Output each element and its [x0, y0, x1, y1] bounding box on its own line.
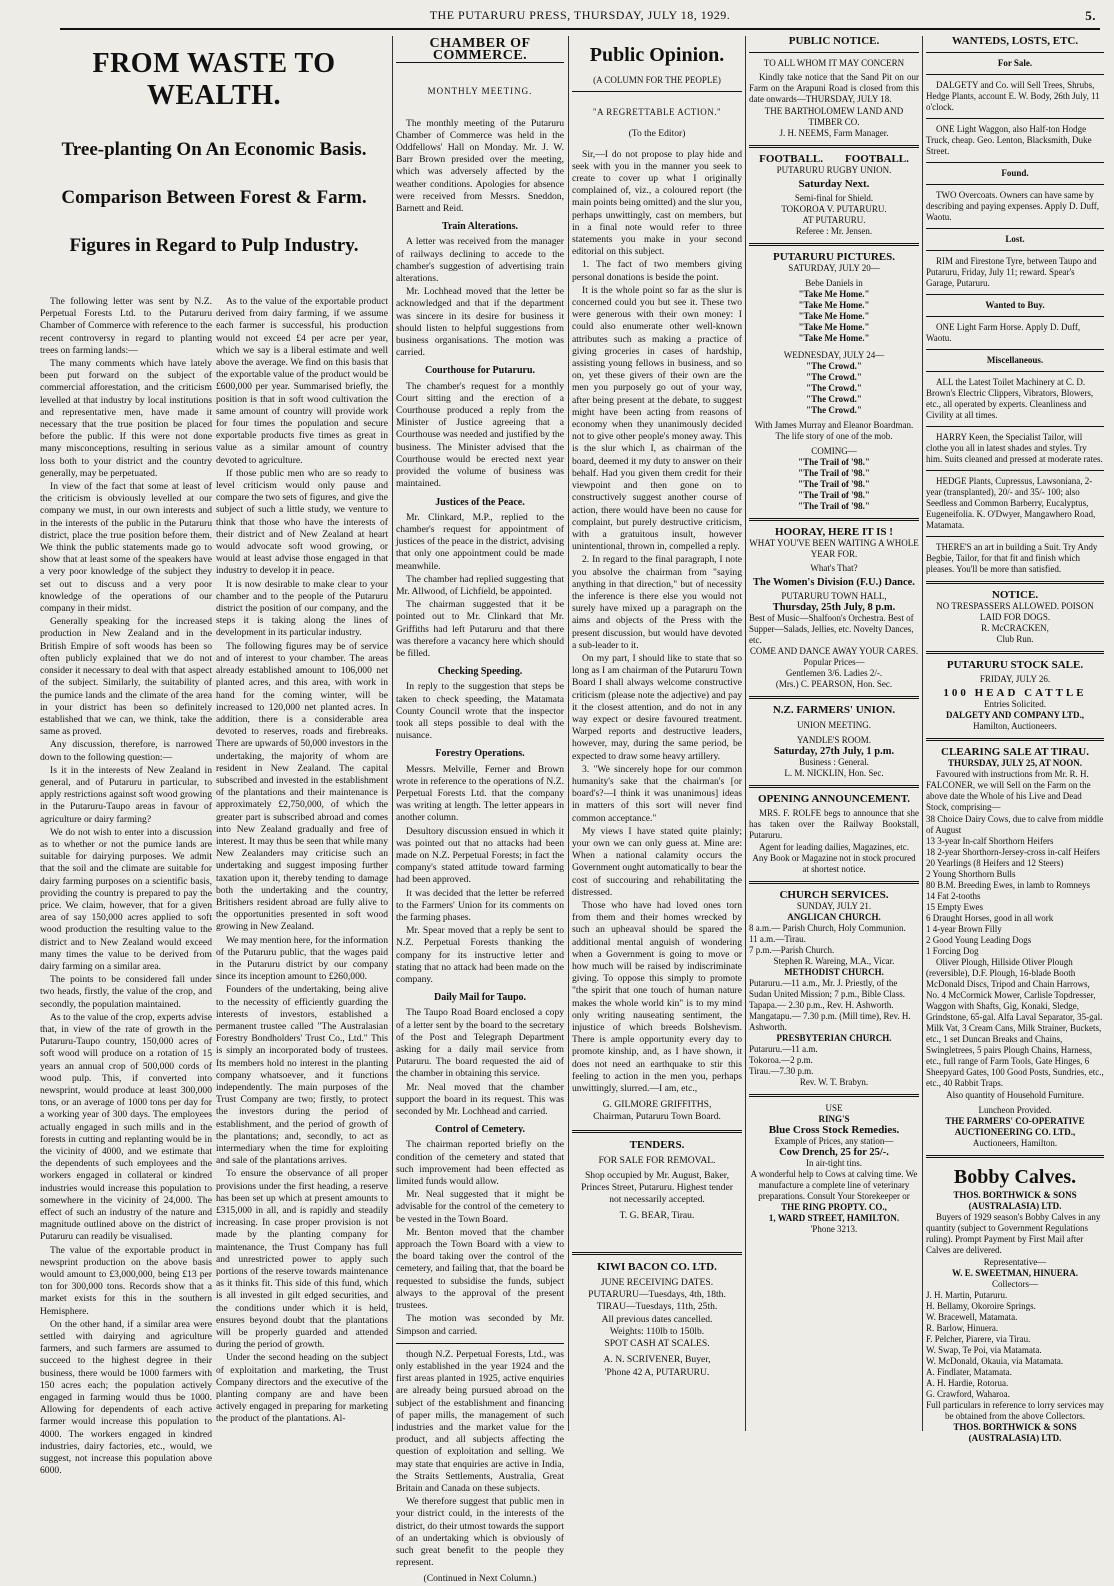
clearing-item: 18 2-year Shorthorn-Jersey-cross in-calf Heifers [926, 847, 1100, 857]
collector-item: H. Bellamy, Okoroire Springs. [926, 1301, 1036, 1311]
film-line: "The Crowd." [806, 383, 862, 393]
clearing-item: 20 Yearlings (8 Heifers and 12 Steers) [926, 858, 1064, 868]
to-editor: (To the Editor) [628, 128, 686, 140]
stocksale-ad [926, 660, 1104, 732]
classified-item: ALL the Latest Toilet Machinery at C. D. Brown's Electric Clippers, Vibrators, Blowers, etc., all operated by experts. Cleanliness and Civility at all times. [926, 377, 1094, 420]
collector-item: W. Swap, Te Poi, via Matamata. [926, 1345, 1042, 1355]
article-subhead-1: Tree-planting On An Economic Basis. [61, 139, 367, 160]
tenders-sub: FOR SALE FOR REMOVAL. [598, 1154, 716, 1166]
chamber-paragraph: The chamber's request for a monthly Court sitting and the erection of a Courthouse produced a reply from the Minister of Justice agreeing that a Courthouse was needed and justified by the business. The Minister advised that the Courthouse would be erected next year provided the volume of business was maintained. [396, 380, 564, 490]
church-line: Putaruru.—11 a.m. [749, 1044, 818, 1054]
clearing-implements: Oliver Plough, Hillside Oliver Plough (reversible), D.F. Plough, 16-blade Booth McDonald Discs, Tripod and Chain Harrows, No. 4 McCormick Mower, Carlisle Topdresser, Waggon with Shafts, Gig, Konaki, Sledge, Grindstone, 65-gal. Alfa Laval Separator, 35-gal. Milk Vat, 3 Cream Cans, Milk Strainer, Buckets, etc., 1 set Duncan Breaks and Chains, Swingletrees, 5 pairs Plough Chains, Harness, etc., full range of Farm Tools, Gate Hinges, 6 Sheepyard Gates, 100 Good Posts, Sundries, etc., etc., 40 Rabbit Traps. [926, 957, 1104, 1088]
collector-item: G. Crawford, Waharoa. [926, 1389, 1010, 1399]
opening-order: Any Book or Magazine not in stock procured at shortest notice. [752, 853, 916, 874]
article-paragraph: Any discussion, therefore, is narrowed down to the following question:— [40, 739, 212, 763]
divider [396, 1343, 564, 1344]
kiwi-sub: JUNE RECEIVING DATES. [600, 1277, 714, 1289]
chamber-paragraph: The motion was seconded by Mr. Simpson and carried. [396, 1313, 564, 1337]
church-line: Stephen R. Wareing, M.A., Vicar. [773, 956, 895, 966]
ring-tins: In air-tight tins. [805, 1158, 863, 1168]
masthead [60, 8, 1100, 30]
divider [572, 1130, 742, 1133]
divider [926, 316, 1104, 317]
masthead-title: THE PUTARURU PRESS, THURSDAY, JULY 18, 1929. [429, 8, 731, 22]
collector-item: A. Findlater, Matamata. [926, 1367, 1012, 1377]
hooray-line: Gentlemen 3/6. Ladies 2/-. [785, 668, 883, 678]
ring-ad [749, 1103, 919, 1235]
chamber-paragraph: The chamber had replied suggesting that Mr. Allwood, of Lichfield, be appointed. [396, 573, 564, 597]
hooray-line: COME AND DANCE AWAY YOUR CARES. [749, 646, 919, 656]
wanted-forsale: For Sale. [997, 58, 1033, 68]
letter-paragraph: My views I have stated quite plainly; your own we can only guess at. Mine are: When a national calamity occurs the Government ought automatically to bear the cost of succouring and rehabilitating the distressed. [572, 825, 742, 898]
bobby-body: Buyers of 1929 season's Bobby Calves in any quantity (subject to Government Regulations ruling). Prompt Payment by First Mail after Calves are delivered. [926, 1212, 1101, 1255]
article-paragraph: The points to be considered fall under two heads, firstly, the value of the crop, and secondly, the population maintained. [40, 974, 212, 1010]
opening-ad [749, 794, 919, 875]
tenders-ad [572, 1139, 742, 1222]
hooray-line: (Mrs.) C. PEARSON, Hon. Sec. [775, 679, 893, 689]
divider [572, 91, 742, 92]
public-notice-company: THE BARTHOLOMEW LAND AND TIMBER CO. [764, 106, 904, 127]
chamber-intro: The monthly meeting of the Putaruru Chamber of Commerce was held in the Oddfellows' Hall on Monday. Mr. J. W. Barr Brown presided over the meeting, which was adversely affected by the weather conditions. Apologies for absence were received from Messrs. Sneddon, Barnett and Reid. [396, 117, 564, 215]
clearing-date: THURSDAY, JULY 25, AT NOON. [947, 758, 1083, 768]
bobby-title: Bobby Calves. [953, 1166, 1077, 1188]
farmers-date: Saturday, 27th July, 1 p.m. [773, 746, 895, 757]
bobby-rep-name: W. E. SWEETMAN, HINUERA. [952, 1268, 1078, 1278]
collector-item: A. H. Hardie, Rotorua. [926, 1378, 1009, 1388]
clearing-intro: Favoured with instructions from Mr. R. H. FALCONER, we will Sell on the Farm on the above date the Whole of his Live and Dead Stock, comprising— [926, 769, 1091, 812]
clearing-firm: THE FARMERS' CO-OPERATIVE AUCTIONEERING CO. LTD., [945, 1116, 1085, 1137]
wanted-buy: Wanted to Buy. [985, 300, 1045, 310]
kiwi-line: All previous dates cancelled. [601, 1313, 713, 1325]
chamber-subtitle: MONTHLY MEETING. [427, 86, 533, 97]
clearing-item: 15 Empty Ewes [926, 902, 983, 912]
classified-item: TWO Overcoats. Owners can have same by describing and paying expenses. Apply D. Duff, Waotu. [926, 190, 1100, 222]
classifieds-column [926, 35, 1104, 1443]
divider [926, 1155, 1104, 1158]
article-paragraph: It is now desirable to make clear to your chamber and to the people of the Putaruru district the position of our company, and the steps it is taking along the lines of development in its particular industry. [216, 578, 388, 639]
letter-paragraph: It is the whole point so far as the slur is concerned could you but see it. These two were generous with their own money: I could also enumerate other well-known attributes such as making a practice of giving groceries in cases of hardship, assisting young fellows in business, and so on, yet these givers of their own are the men you purposely go out of your way, after being present at the debate, to suggest might have been acting from reasons of economy when they unanimously decided not to give other people's money away. This is the slur which I, as chairman of the board, deemed it my duty to answer on their behalf. Had you given them credit for their viewpoint and then gone on to constructively suggest another course of action, there would have been no cause for complaint, but purely destructive criticism, with a gratuitous insult, however unintentional, thrown in, compelled a reply. [572, 284, 742, 553]
collector-item: R. Barlow, Hinuera. [926, 1323, 999, 1333]
chamber-paragraph: A letter was received from the manager of railways declining to accede to the chamber's suggestion of advertising train alterations. [396, 236, 564, 285]
wanted-lost: Lost. [1005, 234, 1025, 244]
football-at: AT PUTARURU. [802, 215, 866, 225]
trespass-sign: R. McCRACKEN, [981, 623, 1049, 633]
kiwi-title: KIWI BACON CO. LTD. [597, 1260, 717, 1273]
clearing-item: 2 Good Young Leading Dogs [926, 935, 1032, 945]
divider [926, 371, 1104, 372]
classified-item: HARRY Keen, the Specialist Tailor, will clothe you all in latest shades and styles. Try him. Suits cleaned and pressed at moderate rates. [926, 432, 1103, 464]
article-headline-block [40, 36, 388, 296]
divider [926, 52, 1104, 53]
church-line: Tapapa.— 2.30 p.m., Rev. H. Ashworth. [749, 1000, 894, 1010]
trespass-line: NO TRESPASSERS ALLOWED. POISON LAID FOR DOGS. [936, 601, 1094, 622]
letter-paragraph: Sir,—I do not propose to play hide and seek with you in the manner you seek to create to cover up what I originally complained of, viz., a coloured report (the main points being omitted) and the slur you, perhaps unwittingly, cast on members, but in a final note would refer to three statements you make in your second editorial on this subject. [572, 148, 742, 258]
divider [749, 52, 919, 53]
divider [926, 470, 1104, 471]
ring-co: THE RING PROPTY. CO., [781, 1202, 887, 1212]
opinion-column [572, 36, 742, 1431]
chamber-sections [396, 221, 564, 1337]
column-rule [568, 36, 569, 1431]
stocksale-firm: DALGETY AND COMPANY LTD., [945, 710, 1085, 720]
clearing-item: 6 Draught Horses, good in all work [926, 913, 1054, 923]
trespass-club: Club Run. [996, 634, 1034, 644]
film-line: "The Crowd." [806, 405, 862, 415]
bobby-ad [926, 1164, 1104, 1444]
chamber-section-heading: Courthouse for Putaruru. [424, 365, 536, 377]
hooray-title: HOORAY, HERE IT IS ! [775, 526, 893, 538]
church-line: 7 p.m.—Parish Church. [749, 945, 835, 955]
trespass-title: NOTICE. [991, 589, 1039, 601]
clearing-item: 13 3-year In-calf Shorthorn Heifers [926, 836, 1054, 846]
letter-paragraph: 3. "We sincerely hope for our common humanity's sake that the chairman's [or board's?—I think it was unanimous] ideas in matters of this sort will never find common acceptance." [572, 763, 742, 824]
letter-paragraph: Those who have had loved ones torn from them and their homes wrecked by such an upheaval should be spared the additional mental anguish of wondering when a Government is going to move or how much will be raised by indiscriminate giving. To oppose this simply to promote "the spirit that one touch of human nature makes the whole world kin" is to my mind only writing nauseating sentiment, the injustice of which breeds Bolshevism. There is ample opportunity every day to promote kinship, and, as I have shown, it does not need an earthquake to stir this feeling to action in the men you, perhaps unwittingly, slurred.—I am, etc., [572, 900, 742, 1095]
collector-item: W. McDonald, Okauia, via Matamata. [926, 1356, 1064, 1366]
hooray-line: What's That? [810, 563, 858, 573]
farmers-sub: UNION MEETING. [797, 720, 871, 730]
chamber-column [396, 36, 564, 1585]
article-paragraph: Founders of the undertaking, being alive to the necessity of efficiently guarding the interests of investors, established a permanent trustee called "The Australasian Forestry Bondholders' Trust Co., Ltd." This is simply an incorporated body of trustees. Its members hold no interest in the planting company whatsoever, and it functions independently. The main purposes of the Trust Company are two; firstly, to protect the investors during the period of establishment, and the period of growth of the plantations; and, secondly, to act as intermediary when the time for exploiting and sale of the plantations arrives. [216, 984, 388, 1167]
film-line: "The Trail of '98." [798, 501, 870, 511]
chamber-section-heading: Forestry Operations. [435, 748, 525, 760]
chamber-paragraph: Mr. Benton moved that the chamber approach the Town Board with a view to the board taking over the control of the cemetery, and failing that, that the board be requested to subsidise the funds, subject always to the approval of the present trustees. [396, 1226, 564, 1312]
article-column-2 [216, 296, 388, 1431]
article-paragraph: Generally speaking for the increased production in New Zealand and in the British Empire of soft woods has been so often publicly explained that we do not consider it necessary to deal with that aspect of the subject. Similarly, the suitability of the pumice lands and the climate of the area in your district has been so definitely established that we can, we think, take the same as proved. [40, 616, 212, 738]
classified-item: ONE Light Waggon, also Half-ton Hodge Truck, cheap. Geo. Lenton, Blacksmith, Duke Street. [926, 124, 1092, 156]
football-ad [749, 154, 919, 237]
hooray-line: Thursday, 25th July, 8 p.m. [772, 602, 896, 613]
church-line: 11 a.m.—Tirau. [749, 934, 806, 944]
hooray-line: PUTARURU TOWN HALL, [781, 591, 887, 601]
article-paragraph: The value of the exportable product in newsprint production on the above basis would amount to £3,000,000, being £13 per ton for 300,000 tons. Records show that a market exists for this in the southern Hemisphere. [40, 1244, 212, 1317]
football-title: FOOTBALL. FOOTBALL. [759, 153, 909, 165]
collector-item: J. H. Martin, Putaruru. [926, 1290, 1008, 1300]
chamber-section-heading: Checking Speeding. [437, 666, 523, 678]
article-subhead-2: Comparison Between Forest & Farm. [61, 187, 367, 208]
divider [926, 74, 1104, 75]
divider [926, 738, 1104, 741]
pictures-ad [749, 252, 919, 512]
classified-item: RIM and Firestone Tyre, between Taupo and Putaruru, Friday, July 11; reward. Spear's Garage, Putaruru. [926, 256, 1097, 288]
bobby-collectors: Collectors— [992, 1279, 1038, 1289]
article-continuation [396, 1349, 564, 1570]
letter-paragraph: On my part, I should like to state that so long as I am chairman of the Putaruru Town Board I shall always welcome constructive criticism (please note the adjective) and pay it the closest attention, and do not in any way expect or desire favoured treatment. Warped reports and destructive leaders, however, may, during the same period, be expected to draw some heavy artillery. [572, 652, 742, 762]
article-column-1 [40, 296, 212, 1477]
divider [926, 294, 1104, 295]
church-methodist: METHODIST CHURCH. [784, 967, 884, 977]
film-line: "The Trail of '98." [798, 479, 870, 489]
ring-addr: 1, WARD STREET, HAMILTON. [768, 1213, 900, 1223]
tenders-title: TENDERS. [629, 1138, 685, 1151]
article-paragraph: We therefore suggest that public men in your district could, in the interests of the district, do their utmost towards the support of an undertaking which is obviously of such great benefit to the people they represent. [396, 1496, 564, 1569]
bobby-rep: Representative— [983, 1257, 1047, 1267]
classified-item: THERE'S an art in building a Suit. Try Andy Begbie, Tailor, for that fit and finish which pleases. You'll be more than satisfied. [926, 542, 1098, 574]
bobby-collector-list [926, 1290, 1104, 1400]
divider [926, 426, 1104, 427]
opening-agent: Agent for leading dailies, Magazines, etc. [759, 842, 909, 852]
bobby-firm-2: THOS. BORTHWICK & SONS (AUSTRALASIA) LTD. [953, 1422, 1077, 1443]
collector-item: W. Bracewell, Matamata. [926, 1312, 1018, 1322]
article-paragraph: Under the second heading on the subject of exploitation and marketing, the Trust Company directors and the executive of the planting company are and have been actively engaged in preparing for marketing the product of the plantations. Al- [216, 1352, 388, 1425]
divider [926, 118, 1104, 119]
continued-note: (Continued in Next Column.) [423, 1573, 537, 1585]
opening-title: OPENING ANNOUNCEMENT. [758, 793, 910, 805]
farmers-room: YANDLE'S ROOM. [796, 735, 872, 745]
chamber-paragraph: Mr. Neal suggested that it might be advisable for the control of the cemetery to be vested in the Town Board. [396, 1189, 564, 1225]
pictures-saturday: SATURDAY, JULY 20— [788, 263, 880, 273]
film-line: "Take Me Home." [798, 311, 870, 321]
stocksale-entries: Entries Solicited. [984, 699, 1046, 709]
article-paragraph: though N.Z. Perpetual Forests, Ltd., was only established in the year 1924 and the first areas planted in 1925, active enquiries are already being pursued abroad on the subject of the establishment and financing of paper mills, the management of such industries and the market value for the product, and all subjects affecting the question of exploitation and selling. We may state that enquiries are active in India, the Straits Settlements, Australia, Great Britain and Canada on these subjects. [396, 1348, 564, 1494]
ring-use: USE [825, 1103, 843, 1113]
divider [926, 228, 1104, 229]
stocksale-head: 100 HEAD CATTLE [943, 687, 1087, 699]
farmers-title: N.Z. FARMERS' UNION. [772, 704, 896, 716]
clearing-item: 1 4-year Brown Filly [926, 924, 1002, 934]
trespass-ad [926, 590, 1104, 645]
page-number: 5. [1085, 8, 1096, 23]
clearing-items [926, 814, 1104, 957]
film-line: "Take Me Home." [798, 289, 870, 299]
football-ref: Referee : Mr. Jensen. [795, 226, 873, 236]
chamber-paragraph: In reply to the suggestion that steps be taken to check speeding, the Matamata County Council wrote that the inspector took all steps possible to deal with the nuisance. [396, 681, 564, 742]
clearing-item: 80 B.M. Breeding Ewes, in lamb to Romneys [926, 880, 1090, 890]
divider [749, 696, 919, 699]
letter-signature: G. GILMORE GRIFFITHS, [602, 1099, 712, 1111]
stocksale-place: Hamilton, Auctioneers. [973, 721, 1057, 731]
collector-item: F. Pelcher, Piarere, via Tirau. [926, 1334, 1031, 1344]
stocksale-date: FRIDAY, JULY 26. [979, 674, 1051, 684]
kiwi-sign: A. N. SCRIVENER, Buyer, [603, 1354, 711, 1366]
church-line: Mangatapu.— 7.30 p.m. (Mill time), Rev. H. Ashworth. [749, 1011, 911, 1032]
ring-ex: Example of Prices, any station— [774, 1136, 894, 1146]
church-line: Putaruru.—11 a.m., Mr. J. Priestly, of the Sudan United Mission; 7 p.m., Bible Class. [749, 978, 906, 999]
clearing-item: 14 Fat 2-tooths [926, 891, 981, 901]
hooray-line: Best of Music—Shalfoon's Orchestra. Best of Supper—Salads, Jellies, etc. Novelty Dances, etc. [749, 613, 914, 645]
clearing-title: CLEARING SALE AT TIRAU. [941, 746, 1089, 758]
kiwi-line: PUTARURU—Tuesdays, 4th, 18th. [588, 1289, 726, 1301]
kiwi-line: Weights: 110lb to 150lb. [609, 1325, 705, 1337]
article-paragraph: The following letter was sent by N.Z. Perpetual Forests Ltd. to the Putaruru Chamber of Commerce with reference to the recent controversy in regard to planting trees on farming lands:— [40, 296, 212, 356]
clearing-item: 38 Choice Dairy Cows, due to calve from middle of August [926, 814, 1104, 835]
stocksale-title: PUTARURU STOCK SALE. [946, 659, 1084, 671]
farmers-business: Business : General. [799, 757, 869, 767]
article-paragraph: As to the value of the crop, experts advise that, in view of the rate of growth in the Putaruru-Taupo country, 150,000 acres of soft wood will produce on a rotation of 15 years an annual crop of 500,000 cords of wood pulp. This, if converted into newsprint, would produce at least 300,000 tons, or an average of 1000 tons per day for a working year of 300 days. The employees actually engaged in such mills and in the forests in cutting and replanting would be in the vicinity of 4000, and we estimate that the dependents of such employees and the workers engaged in collateral or kindred industries would increase this population to somewhere in the vicinity of 24,000. The effect of such an industry of the nature and magnitude outlined above on the district of Putaruru can readily be visualised. [40, 1011, 212, 1243]
classified-item: DALGETY and Co. will Sell Trees, Shrubs, Hedge Plants, account E. W. Body, 26th July, 11 o'clock. [926, 80, 1100, 112]
hooray-ad [749, 527, 919, 690]
chamber-section-heading: Justices of the Peace. [435, 496, 525, 508]
chamber-paragraph: It was decided that the letter be referred to the Farmers' Union for its comments on the farming phases. [396, 887, 564, 923]
hooray-line: The Women's Division (F.U.) Dance. [753, 577, 915, 588]
film-line: "The Crowd." [806, 394, 862, 404]
pictures-story: The life story of one of the mob. [775, 431, 893, 441]
hooray-line: Popular Prices— [803, 657, 865, 667]
public-notice-manager: J. H. NEEMS, Farm Manager. [779, 128, 889, 138]
article-paragraph: We may mention here, for the information of the Putaruru public, that the wages paid in the Putaruru district by our company since its inception amount to £260,000. [216, 934, 389, 983]
letter-paragraph: 1. The fact of two members giving personal donations is beside the point. [572, 259, 742, 283]
film-line: "Take Me Home." [798, 333, 870, 343]
divider [926, 651, 1104, 654]
pictures-star: Bebe Daniels in [805, 278, 863, 288]
kiwi-phone: 'Phone 42 A, PUTARURU. [604, 1366, 710, 1378]
letter-title: "A REGRETTABLE ACTION." [592, 107, 722, 118]
film-line: "The Crowd." [806, 372, 862, 382]
church-title: CHURCH SERVICES. [779, 889, 889, 901]
church-ad [749, 890, 919, 1088]
ring-phone: 'Phone 3213. [810, 1224, 858, 1234]
film-line: "The Trail of '98." [798, 457, 870, 467]
farmers-sec: L. M. NICKLIN, Hon. Sec. [784, 768, 884, 778]
divider [749, 518, 919, 521]
wanted-ad [926, 36, 1104, 575]
article-paragraph: The many comments which have lately been put forward on the subject of commercial afforestation, and the criticism levelled at that industry by local institutions and representative men, have made it necessary that the true position be placed before the public. If this were not done many misconceptions, resulting in serious loss both to your district and the country generally, may be perpetuated. [40, 358, 212, 479]
divider [926, 184, 1104, 185]
pictures-cast: With James Murray and Eleanor Boardman. [754, 420, 914, 430]
kiwi-line: SPOT CASH AT SCALES. [604, 1338, 710, 1350]
article-paragraph: Is it in the interests of New Zealand in general, and of Putaruru in particular, to apply restrictions against soft wood growing in the Putaruru-Taupo areas in favour of agriculture or dairy farming? [40, 764, 212, 825]
church-anglican: ANGLICAN CHURCH. [787, 912, 881, 922]
article-paragraph: We do not wish to enter into a discussion as to whether or not the pumice lands are suitable for dairying purposes. We admit that the soil and the climate are suitable for dairy farming purposes on a scientific basis, providing the country is prepared to pay the price. We claim, however, that for a given area of say 150,000 acres applied to soft wood production the resulting value to the district and to New Zealand would exceed many times the value to be derived from dairy farming on a similar area. [40, 826, 212, 972]
article-paragraph: The following figures may be of service and of interest to your chamber. The areas already established amount to 106,000 net planted acres, and this area, with work in hand for the coming winter, will be increased to 120,000 net planted acres. In addition, there is a considerable area devoted to reserves, roads and firebreaks. There are upwards of 50,000 investors in the undertaking, the majority of whom are resident in New Zealand. The capital subscribed and invested in the establishment of the plantations and their maintenance is approximately £2,750,000, of which the greater part is subscribed abroad and comes into New Zealand gradually and free of interest. It may thus be seen that while many New Zealanders may criticise such an undertaking and suggest imposing further taxation upon it, thereby tending to damage both the undertaking and the country, Britishers resident abroad are fully alive to the opportunities presented in soft wood growing in New Zealand. [216, 640, 388, 933]
article-subhead-3: Figures in Regard to Pulp Industry. [69, 235, 359, 256]
divider [749, 145, 919, 148]
opinion-title: Public Opinion. [589, 44, 725, 66]
bobby-firm: THOS. BORTHWICK & SONS (AUSTRALASIA) LTD. [953, 1190, 1077, 1211]
chamber-paragraph: Mr. Clinkard, M.P., replied to the chamber's request for appointment of justices of the peace in the district, advising that only one appointment could be made meanwhile. [396, 511, 564, 572]
tenders-body: Shop occupied by Mr. August, Baker, Princes Street, Putaruru. Highest tender not necessarily accepted. [581, 1170, 733, 1206]
classified-item: ONE Light Farm Horse. Apply D. Duff, Waotu. [926, 322, 1081, 343]
wanted-misc: Miscellaneous. [986, 355, 1044, 365]
divider [926, 250, 1104, 251]
kiwi-ad [572, 1261, 742, 1379]
divider [749, 785, 919, 788]
letter-paragraph: 2. In regard to the final paragraph, I note you absolve the chairman from "saying anything in that direction," but of necessity the inference is there else you would not surely have mixed up a paragraph on the aims and objects of the Press with the present discussion, but would have devoted a sub-leader to it. [572, 554, 742, 651]
chamber-paragraph: Mr. Neal moved that the chamber support the board in its request. This was seconded by Mr. Lochhead and carried. [396, 1081, 564, 1118]
public-notice-body: Kindly take notice that the Sand Pit on our Farm on the Arapuni Road is closed from this date onwards—THURSDAY, JULY 18. [749, 72, 919, 104]
tenders-sign: T. G. BEAR, Tirau. [619, 1209, 695, 1221]
farmers-ad [749, 705, 919, 779]
pictures-title: PUTARURU PICTURES. [772, 251, 896, 263]
opening-body: MRS. F. ROLFE begs to announce that she has taken over the Railway Bookstall, Putaruru. [749, 808, 919, 840]
church-line: Tirau.—7.30 p.m. [749, 1066, 814, 1076]
church-line: Tokoroa.—2 p.m. [749, 1055, 813, 1065]
article-paragraph: On the other hand, if a similar area were settled with dairying and agriculture farmers, and such farmers are assumed to succeed to the highest degree in their business, there would be 1000 farmers with 150 acres each; the population actively engaged in farming would thus be 1000. Allowing for dependents of each active farmer would increase this population to 4000. The workers engaged in kindred industries, dairy factories, etc., would, we suggest, not increase this population above 6000. [40, 1318, 212, 1477]
divider [926, 349, 1104, 350]
divider [926, 162, 1104, 163]
clearing-lunch: Luncheon Provided. [978, 1105, 1052, 1115]
article-paragraph: To ensure the observance of all proper provisions under the first heading, a reserve has been set up which at present amounts to £315,000 in all, and is rapidly and steadily increasing. In case proper provision is not made by the planting company for maintenance, the Trust Company has full and unrestricted power to apply such portions of the reserve towards maintenance as it thinks fit. This side of this fund, which is all invested in gilt edged securities, and the conditions under which it is held, ensures beyond doubt that the plantations will be properly guarded and attended during the period of growth. [216, 1168, 388, 1351]
chamber-section-heading: Control of Cemetery. [434, 1124, 526, 1136]
chamber-title: CHAMBER OF COMMERCE. [396, 38, 564, 63]
ring-name: RING'S [818, 1114, 850, 1124]
church-line: Rev. W. T. Brabyn. [799, 1077, 869, 1087]
football-semi: Semi-final for Shield. [794, 193, 874, 203]
wanted-found: Found. [1001, 168, 1029, 178]
divider [572, 1252, 742, 1255]
film-line: "The Trail of '98." [798, 468, 870, 478]
chamber-paragraph: Messrs. Melville, Ferner and Brown wrote in reference to the operations of N.Z. Perpetual Forests Ltd. that the company was writing at length. The letter appears in another column. [396, 763, 564, 824]
classified-item: HEDGE Plants, Cupressus, Lawsoniana, 2-year (transplanted), 20/- and 35/- 100; also Seedless and Common Barberry, Eucalyptus, Eugeneifolia. K. O'Dwyer, Mangawhero Road, Matamata. [926, 476, 1096, 530]
article-paragraph: In view of the fact that some at least of the criticism is obviously levelled at our company we must, in our own interests and in the interests of the public in the Putaruru district, place the true position before them. We think the public statements made go to show that at least some of the speakers have a very poor knowledge of the subject they set out to discuss and a very poor knowledge of the operations of our company in their midst. [40, 481, 212, 615]
pictures-coming: COMING— [811, 446, 857, 456]
clearing-place: Auctioneers, Hamilton. [972, 1138, 1058, 1148]
kiwi-line: TIRAU—Tuesdays, 11th, 25th. [596, 1301, 718, 1313]
chamber-section-heading: Daily Mail for Taupo. [433, 992, 527, 1004]
football-union: PUTARURU RUGBY UNION. [776, 165, 892, 175]
chamber-section-heading: Train Alterations. [442, 221, 518, 233]
wanted-title: WANTEDS, LOSTS, ETC. [951, 35, 1079, 47]
public-notice-ad [749, 36, 919, 139]
divider [926, 581, 1104, 584]
column-rule [922, 36, 923, 1431]
public-notice-title: PUBLIC NOTICE. [788, 35, 880, 47]
chamber-paragraph: The chairman reported briefly on the condition of the cemetery and stated that such improvement had been effected as limited funds would allow. [396, 1139, 564, 1188]
article-paragraph: If those public men who are so ready to level criticism would only pause and compare the two sets of figures, and give the subject of such a little study, we venture to think that those who have the interests of their district and of New Zealand at heart would advocate soft wood growing, or would at least advise those engaged in that industry to develop it in peace. [216, 467, 388, 577]
chamber-paragraph: The chairman suggested that it be pointed out to Mr. Clinkard that Mr. Griffiths had left Putaruru and that there was therefore a vacancy here which should be filled. [396, 599, 564, 659]
football-match: TOKOROA V. PUTARURU. [781, 204, 887, 214]
church-line: 8 a.m.— Parish Church, Holy Communion. [749, 923, 906, 933]
divider [749, 1094, 919, 1097]
church-presbyterian: PRESBYTERIAN CHURCH. [776, 1033, 892, 1043]
letter-body [572, 149, 742, 1096]
article-headline: FROM WASTE TO WEALTH. [92, 48, 336, 111]
pictures-wednesday: WEDNESDAY, JULY 24— [783, 350, 885, 360]
film-line: "Take Me Home." [798, 322, 870, 332]
clearing-ad [926, 747, 1104, 1149]
chamber-paragraph: The Taupo Road Board enclosed a copy of a letter sent by the board to the secretary of the Post and Telegraph Department asking for a daily mail service from Putaruru. The board requested the aid of the chamber in obtaining this service. [396, 1007, 564, 1080]
divider [749, 243, 919, 246]
ring-drench: Cow Drench, 25 for 25/-. [779, 1147, 889, 1158]
film-line: "The Crowd." [806, 361, 862, 371]
ring-title: Blue Cross Stock Remedies. [768, 1124, 900, 1136]
chamber-paragraph: Desultory discussion ensued in which it was pointed out that no attacks had been made on N.Z. Perpetual Forests; in fact the company's stated attitude toward farming had been approved. [396, 825, 564, 886]
chamber-paragraph: Mr. Spear moved that a reply be sent to N.Z. Perpetual Forests thanking the company for its instructive letter and stating that no attack had been made on the company. [396, 925, 564, 986]
football-when: Saturday Next. [798, 178, 870, 190]
notices-column [749, 36, 919, 1431]
chamber-paragraph: Mr. Lochhead moved that the letter be acknowledged and that if the department was sincere in its desire for business it should listen to helpful suggestions from business organisations. The motion was carried. [396, 286, 564, 359]
bobby-footer: Full particulars in reference to lorry services may be obtained from the above Collectors. [926, 1400, 1104, 1421]
letter-signature-title: Chairman, Putaruru Town Board. [593, 1111, 721, 1123]
opinion-subtitle: (A COLUMN FOR THE PEOPLE) [593, 75, 721, 85]
column-rule [745, 36, 746, 1431]
film-line: "Take Me Home." [798, 300, 870, 310]
divider [749, 881, 919, 884]
clearing-also: Also quantity of Household Furniture. [946, 1090, 1084, 1100]
clearing-item: 1 Forcing Dog [926, 946, 979, 956]
ring-body: A wonderful help to Cows at calving time. We manufacture a complete line of veterinary preparations. Consult Your Storekeeper or [750, 1169, 918, 1201]
hooray-line: WHAT YOU'VE BEEN WAITING A WHOLE YEAR FOR. [749, 538, 919, 559]
article-paragraph: As to the value of the exportable product derived from dairy farming, if we assume each farmer is successful, his production would not exceed £4 per acre per year, which we say is a liberal estimate and well above the average. We find on this basis that the exportable value of the product would be £600,000 per year. Summarised briefly, the position is that in soft wood cultivation the same amount of country will provide work for four times the population and secure exportable products five times as great in value as a similar amount of country devoted to agriculture. [216, 296, 388, 466]
church-date: SUNDAY, JULY 21. [796, 901, 872, 911]
column-rule [392, 36, 393, 1431]
public-notice-to: TO ALL WHOM IT MAY CONCERN [763, 58, 905, 68]
divider [926, 536, 1104, 537]
clearing-item: 2 Young Shorthorn Bulls [926, 869, 1016, 879]
film-line: "The Trail of '98." [798, 490, 870, 500]
